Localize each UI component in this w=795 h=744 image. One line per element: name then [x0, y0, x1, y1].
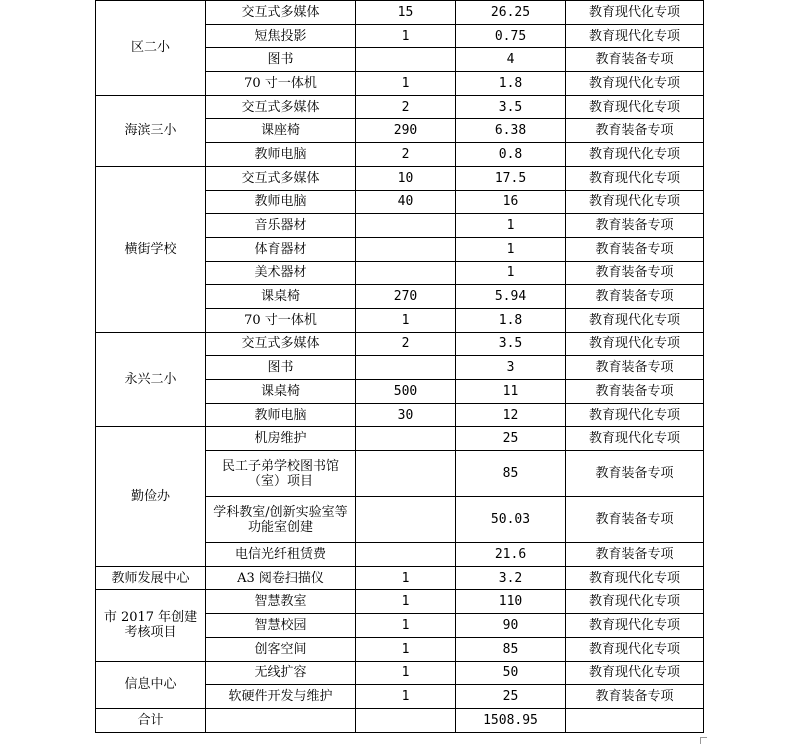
- amount-cell: 50: [456, 661, 566, 685]
- item-cell: 创客空间: [206, 637, 356, 661]
- item-cell: 交互式多媒体: [206, 95, 356, 119]
- item-cell: 70 寸一体机: [206, 308, 356, 332]
- amount-cell: 85: [456, 451, 566, 497]
- category-cell: 教育现代化专项: [566, 661, 704, 685]
- category-cell: 教育现代化专项: [566, 308, 704, 332]
- quantity-cell: [356, 237, 456, 261]
- amount-cell: 1: [456, 261, 566, 285]
- unit-cell: 永兴二小: [96, 332, 206, 427]
- quantity-cell: 2: [356, 143, 456, 167]
- category-cell: 教育装备专项: [566, 261, 704, 285]
- amount-cell: 4: [456, 48, 566, 72]
- quantity-cell: 1: [356, 661, 456, 685]
- quantity-cell: [356, 427, 456, 451]
- item-cell: 美术器材: [206, 261, 356, 285]
- quantity-cell: [356, 543, 456, 567]
- table-row: [96, 427, 704, 451]
- amount-cell: 3.5: [456, 95, 566, 119]
- table-row: [96, 332, 704, 356]
- quantity-cell: 30: [356, 403, 456, 427]
- unit-cell: 区二小: [96, 1, 206, 96]
- quantity-cell: 500: [356, 380, 456, 404]
- item-cell: 体育器材: [206, 237, 356, 261]
- total-label-cell: 合计: [96, 708, 206, 732]
- category-cell: 教育装备专项: [566, 380, 704, 404]
- category-cell: 教育现代化专项: [566, 590, 704, 614]
- quantity-cell: 1: [356, 614, 456, 638]
- category-cell: 教育装备专项: [566, 214, 704, 238]
- item-cell: 智慧校园: [206, 614, 356, 638]
- amount-cell: 0.75: [456, 24, 566, 48]
- category-cell: 教育装备专项: [566, 356, 704, 380]
- unit-cell: 信息中心: [96, 661, 206, 708]
- amount-cell: 3.5: [456, 332, 566, 356]
- item-cell: 学科教室/创新实验室等功能室创建: [206, 497, 356, 543]
- item-cell: 电信光纤租赁费: [206, 543, 356, 567]
- quantity-cell: [356, 497, 456, 543]
- amount-cell: 26.25: [456, 1, 566, 25]
- item-cell: 课座椅: [206, 119, 356, 143]
- item-cell: 图书: [206, 356, 356, 380]
- quantity-cell: 15: [356, 1, 456, 25]
- category-cell: 教育现代化专项: [566, 332, 704, 356]
- item-cell: 图书: [206, 48, 356, 72]
- quantity-cell: 270: [356, 285, 456, 309]
- item-cell: 课桌椅: [206, 380, 356, 404]
- category-cell: 教育现代化专项: [566, 403, 704, 427]
- category-cell: 教育现代化专项: [566, 166, 704, 190]
- quantity-cell: 1: [356, 637, 456, 661]
- quantity-cell: 1: [356, 72, 456, 96]
- category-cell: 教育现代化专项: [566, 1, 704, 25]
- item-cell: 教师电脑: [206, 403, 356, 427]
- item-cell: 机房维护: [206, 427, 356, 451]
- unit-cell: 横街学校: [96, 166, 206, 332]
- budget-table: [95, 0, 704, 733]
- amount-cell: 3.2: [456, 566, 566, 590]
- quantity-cell: 2: [356, 332, 456, 356]
- amount-cell: 21.6: [456, 543, 566, 567]
- category-cell: 教育现代化专项: [566, 72, 704, 96]
- amount-cell: 5.94: [456, 285, 566, 309]
- quantity-cell: 1: [356, 590, 456, 614]
- amount-cell: 17.5: [456, 166, 566, 190]
- quantity-cell: 1: [356, 685, 456, 709]
- amount-cell: 50.03: [456, 497, 566, 543]
- quantity-cell: [356, 356, 456, 380]
- category-cell: 教育装备专项: [566, 451, 704, 497]
- item-cell: 70 寸一体机: [206, 72, 356, 96]
- item-cell: 交互式多媒体: [206, 166, 356, 190]
- category-cell: 教育装备专项: [566, 685, 704, 709]
- category-cell: 教育现代化专项: [566, 143, 704, 167]
- item-cell: 短焦投影: [206, 24, 356, 48]
- quantity-cell: [356, 214, 456, 238]
- amount-cell: 85: [456, 637, 566, 661]
- item-cell: 无线扩容: [206, 661, 356, 685]
- total-amount-cell: 1508.95: [456, 708, 566, 732]
- amount-cell: 12: [456, 403, 566, 427]
- quantity-cell: 40: [356, 190, 456, 214]
- item-cell: 软硬件开发与维护: [206, 685, 356, 709]
- amount-cell: 11: [456, 380, 566, 404]
- item-cell: 教师电脑: [206, 190, 356, 214]
- page-corner-mark: [700, 737, 707, 744]
- amount-cell: 1: [456, 237, 566, 261]
- category-cell: 教育装备专项: [566, 285, 704, 309]
- unit-cell: 市 2017 年创建考核项目: [96, 590, 206, 661]
- item-cell: 智慧教室: [206, 590, 356, 614]
- unit-cell: 海滨三小: [96, 95, 206, 166]
- item-cell: 交互式多媒体: [206, 1, 356, 25]
- category-cell: 教育装备专项: [566, 119, 704, 143]
- quantity-cell: 1: [356, 24, 456, 48]
- total-row: [96, 708, 704, 732]
- quantity-cell: 1: [356, 308, 456, 332]
- quantity-cell: [356, 261, 456, 285]
- category-cell: 教育装备专项: [566, 543, 704, 567]
- total-category-cell: [566, 708, 704, 732]
- category-cell: 教育现代化专项: [566, 614, 704, 638]
- category-cell: 教育现代化专项: [566, 566, 704, 590]
- unit-cell: 教师发展中心: [96, 566, 206, 590]
- table-row: [96, 95, 704, 119]
- item-cell: 课桌椅: [206, 285, 356, 309]
- category-cell: 教育装备专项: [566, 237, 704, 261]
- amount-cell: 25: [456, 427, 566, 451]
- table-row: [96, 590, 704, 614]
- amount-cell: 0.8: [456, 143, 566, 167]
- amount-cell: 90: [456, 614, 566, 638]
- amount-cell: 3: [456, 356, 566, 380]
- item-cell: 民工子弟学校图书馆（室）项目: [206, 451, 356, 497]
- category-cell: 教育现代化专项: [566, 637, 704, 661]
- category-cell: 教育现代化专项: [566, 190, 704, 214]
- item-cell: 交互式多媒体: [206, 332, 356, 356]
- amount-cell: 1.8: [456, 72, 566, 96]
- quantity-cell: 10: [356, 166, 456, 190]
- item-cell: 教师电脑: [206, 143, 356, 167]
- amount-cell: 110: [456, 590, 566, 614]
- quantity-cell: 290: [356, 119, 456, 143]
- unit-cell: 勤俭办: [96, 427, 206, 566]
- table-row: [96, 1, 704, 25]
- category-cell: 教育装备专项: [566, 497, 704, 543]
- quantity-cell: 2: [356, 95, 456, 119]
- category-cell: 教育现代化专项: [566, 24, 704, 48]
- table-row: [96, 166, 704, 190]
- amount-cell: 6.38: [456, 119, 566, 143]
- category-cell: 教育现代化专项: [566, 427, 704, 451]
- table-row: [96, 566, 704, 590]
- total-quantity-cell: [356, 708, 456, 732]
- amount-cell: 16: [456, 190, 566, 214]
- category-cell: 教育装备专项: [566, 48, 704, 72]
- quantity-cell: [356, 451, 456, 497]
- amount-cell: 1.8: [456, 308, 566, 332]
- amount-cell: 25: [456, 685, 566, 709]
- amount-cell: 1: [456, 214, 566, 238]
- quantity-cell: 1: [356, 566, 456, 590]
- item-cell: 音乐器材: [206, 214, 356, 238]
- item-cell: A3 阅卷扫描仪: [206, 566, 356, 590]
- total-item-cell: [206, 708, 356, 732]
- table-row: [96, 661, 704, 685]
- budget-table-body: [96, 1, 704, 733]
- category-cell: 教育现代化专项: [566, 95, 704, 119]
- quantity-cell: [356, 48, 456, 72]
